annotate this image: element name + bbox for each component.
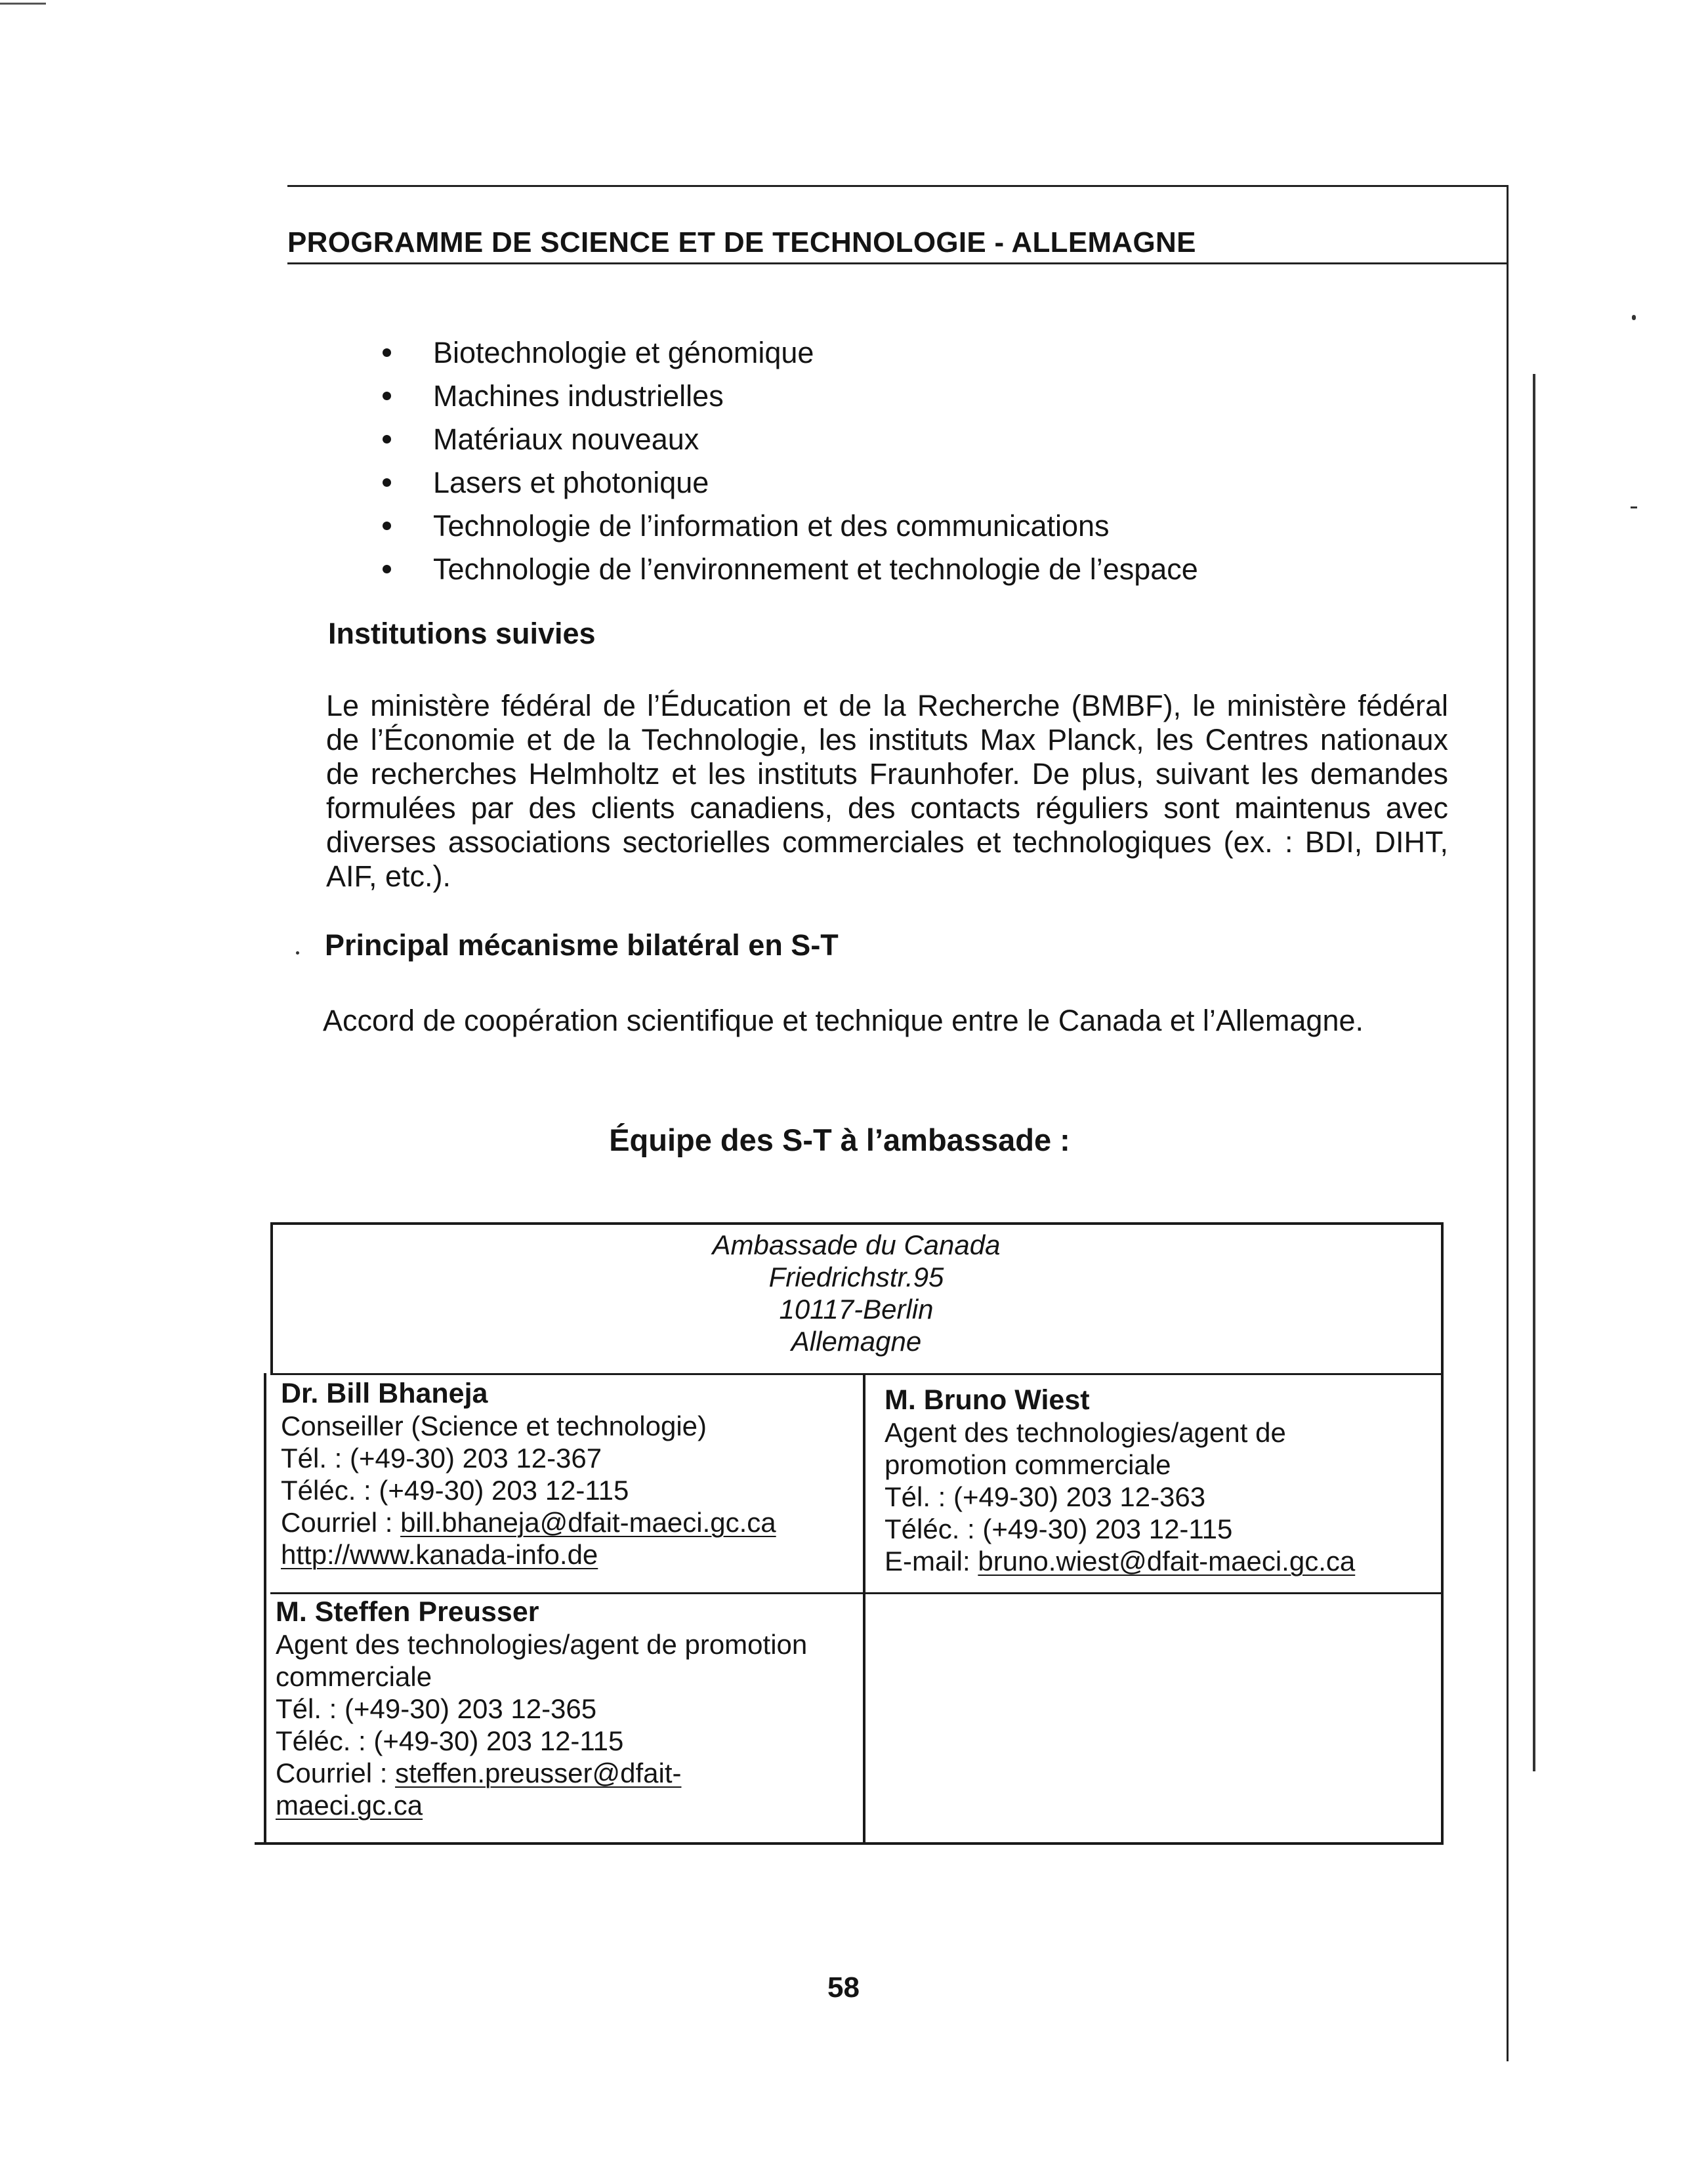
contact-phone: Tél. : (+49-30) 203 12-367: [281, 1443, 602, 1473]
email-link[interactable]: bill.bhaneja@dfait-maeci.gc.ca: [400, 1507, 776, 1538]
list-item-label: Lasers et photonique: [433, 466, 709, 499]
scan-speck: [296, 951, 299, 955]
contact-email-row: [885, 1545, 1355, 1577]
scan-mark: [0, 3, 46, 5]
address-line: Allemagne: [791, 1326, 922, 1357]
list-item-label: Technologie de l’information et des communications: [433, 509, 1110, 543]
list-item-label: Matériaux nouveaux: [433, 422, 699, 456]
contact-card-bill: [281, 1378, 776, 1571]
bullet-icon: [383, 348, 391, 357]
bullet-icon: [383, 478, 391, 487]
contact-fax: Téléc. : (+49-30) 203 12-115: [281, 1475, 629, 1506]
sector-list: [377, 331, 1198, 591]
embassy-address: [270, 1229, 1442, 1357]
contact-title: commerciale: [276, 1661, 432, 1692]
table-divider: [863, 1373, 865, 1844]
contact-email-row: [276, 1757, 807, 1789]
contact-phone: Tél. : (+49-30) 203 12-365: [276, 1693, 597, 1724]
contact-fax: Téléc. : (+49-30) 203 12-115: [276, 1725, 624, 1756]
margin-line: [1533, 374, 1535, 1771]
email-label: E-mail:: [885, 1546, 978, 1576]
frame-top-rule: [287, 185, 1508, 187]
list-item-label: Machines industrielles: [433, 379, 724, 413]
table-border: [264, 1373, 266, 1844]
table-divider: [270, 1592, 1442, 1594]
mechanism-heading: Principal mécanisme bilatéral en S-T: [325, 928, 839, 962]
address-line: Friedrichstr.95: [768, 1262, 944, 1292]
contact-email-row: [281, 1506, 776, 1538]
team-heading-text: Équipe des S-T à l’ambassade :: [609, 1123, 1070, 1157]
bullet-icon: [383, 435, 391, 443]
list-item-label: Technologie de l’environnement et technologie de l’espace: [433, 552, 1198, 586]
list-item: [377, 461, 1198, 505]
address-line: 10117-Berlin: [779, 1294, 934, 1325]
institutions-heading: Institutions suivies: [328, 617, 596, 650]
address-line: Ambassade du Canada: [712, 1229, 1001, 1260]
contact-card-bruno: [885, 1384, 1355, 1577]
email-label: Courriel :: [281, 1507, 401, 1538]
list-item: [377, 331, 1198, 375]
scan-speck: [1631, 506, 1637, 508]
list-item: [377, 548, 1198, 591]
contact-name: M. Bruno Wiest: [885, 1384, 1090, 1416]
team-heading: [0, 1122, 1687, 1158]
bullet-icon: [383, 392, 391, 400]
bullet-icon: [383, 565, 391, 573]
contact-title: Agent des technologies/agent de: [885, 1417, 1286, 1448]
page-number: [0, 1971, 1687, 2004]
table-border: [255, 1842, 1444, 1845]
contact-email-row: [276, 1789, 807, 1821]
table-border: [270, 1222, 1442, 1225]
email-link[interactable]: maeci.gc.ca: [276, 1790, 423, 1821]
contact-card-steffen: [276, 1596, 807, 1821]
email-link[interactable]: bruno.wiest@dfait-maeci.gc.ca: [978, 1546, 1356, 1576]
contact-title: promotion commerciale: [885, 1449, 1171, 1480]
title-underline: [287, 262, 1508, 264]
email-label: Courriel :: [276, 1758, 396, 1788]
scan-speck: [1632, 315, 1636, 320]
contact-website-row: [281, 1538, 776, 1571]
bullet-icon: [383, 522, 391, 530]
institutions-paragraph: Le ministère fédéral de l’Éducation et de la Recherche (BMBF), le ministère fédéral de l’Économie et de la Technologie, les instituts Max Planck, les Centres nationaux de recherches Helmholtz et les instituts Fraunhofer. De plus, suivant les demandes formulées par des clients canadiens, des contacts réguliers sont maintenus avec diverses associations sectorielles commerciales et technologiques (ex. : BDI, DIHT, AIF, etc.).: [326, 689, 1448, 893]
contact-phone: Tél. : (+49-30) 203 12-363: [885, 1481, 1206, 1512]
website-link[interactable]: http://www.kanada-info.de: [281, 1539, 598, 1570]
contact-name: M. Steffen Preusser: [276, 1596, 539, 1628]
list-item: [377, 375, 1198, 418]
table-divider: [270, 1373, 1442, 1375]
list-item-label: Biotechnologie et génomique: [433, 336, 814, 369]
email-link[interactable]: steffen.preusser@dfait-: [395, 1758, 682, 1788]
list-item: [377, 418, 1198, 461]
mechanism-paragraph: Accord de coopération scientifique et technique entre le Canada et l’Allemagne.: [323, 1004, 1364, 1037]
contact-title: Agent des technologies/agent de promotion: [276, 1629, 808, 1660]
page-title: PROGRAMME DE SCIENCE ET DE TECHNOLOGIE - ALLEMAGNE: [287, 226, 1196, 258]
contact-name: Dr. Bill Bhaneja: [281, 1378, 488, 1409]
page-number-text: 58: [827, 1971, 860, 2004]
contact-fax: Téléc. : (+49-30) 203 12-115: [885, 1514, 1233, 1544]
contact-title: Conseiller (Science et technologie): [281, 1411, 707, 1441]
list-item: [377, 505, 1198, 548]
